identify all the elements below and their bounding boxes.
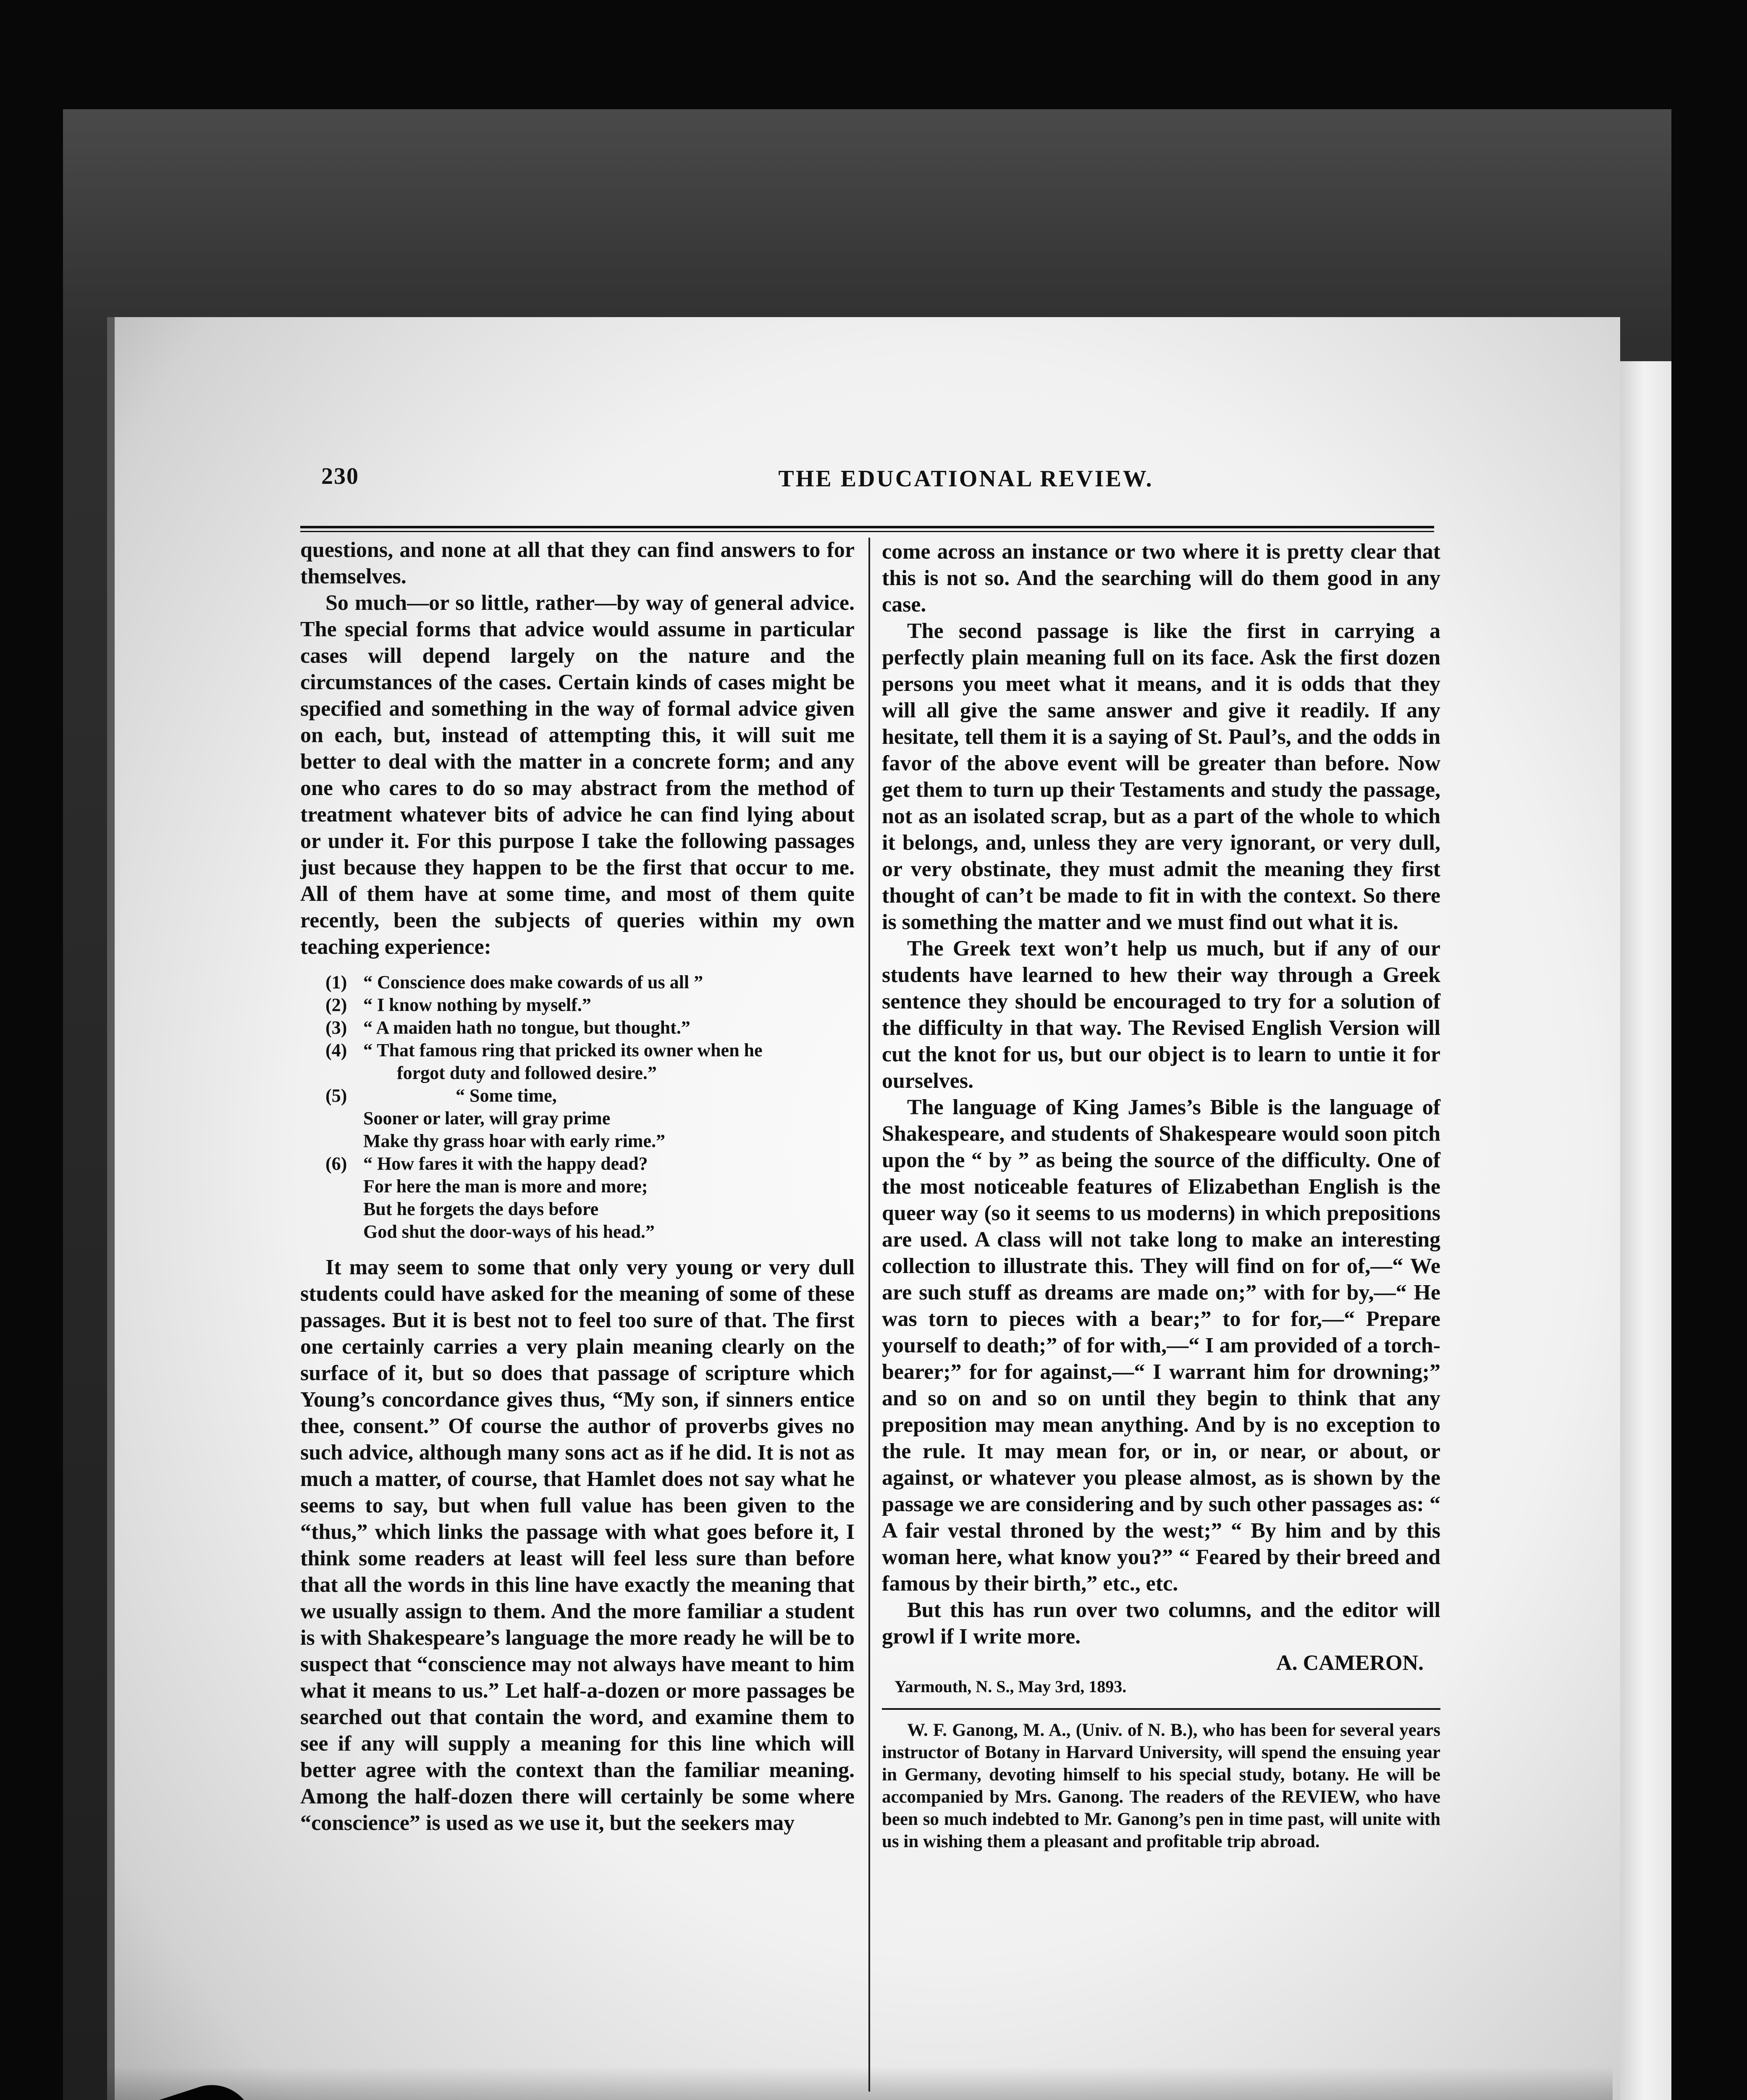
- paragraph-continuation: come across an instance or two where it is pretty clear that this is not so. And the searching will do them good in any case.: [882, 540, 1440, 617]
- paragraph-first-passage: It may seem to some that only very young or very dull students could have asked for the meaning of some of these passages. But it is best not to feel too sure of that. The first one certainly carries a very plain meaning clearly on the surface of it, but so does that passage of scripture which Young’s concordance gives thus, “My son, if sinners entice thee, consent.” Of course the author of proverbs gives no such advice, although many sons act as if he did. It is not as much a matter, of course, that Hamlet does not say what he seems to say, but when full value has been given to the “thus,” which links the passage with what goes before it, I think some readers at least will feel less sure than before that all the words in this line have exactly the meaning that we usually assign to them. And the more familiar a student is with Shakespeare’s language the more ready he will be to suspect that “conscience may not always have meant to him what it means to us.” Let half-a-dozen or more passages be searched out that contain the word, and examine them to see if any will supply a meaning for this line which will better agree with the context than the familiar meaning. Among the half-dozen there will certainly be some where “conscience” is used as we use it, but the seekers may: [300, 1255, 855, 1835]
- paragraph-second-passage: The second passage is like the first in carrying a perfectly plain meaning full on its face. Ask the first dozen persons you meet what it means, and it is odds that they will all give the same answer and give it readily. If any hesitate, tell them it is a saying of St. Paul’s, and the odds in favor of the above event will be greater than before. Now get them to turn up their Testaments and study the passage, not as an isolated scrap, but as a part of the whole to which it belongs, and, unless they are very ignorant, or very dull, or very obstinate, they must admit the meaning they first thought of can’t be made to fit in with the context. So there is something the matter and we must find out what it is.: [882, 619, 1440, 934]
- paragraph-greek-text: The Greek text won’t help us much, but if any of our students have learned to hew their way through a Greek sentence they should be encouraged to try for a solution of the difficulty in that way. The Revised English Version will cut the knot for us, but our object is to learn to untie it for ourselves.: [882, 937, 1440, 1093]
- left-column: [300, 537, 855, 1836]
- column-divider: [868, 538, 870, 2092]
- quote-item: (5) “ Some time, Sooner or later, will gray prime Make thy grass hoar with early rime.”: [325, 1085, 665, 1151]
- header-rule: [300, 526, 1434, 532]
- page-bottom-shadow: [107, 2066, 1613, 2100]
- quote-item: (2) “ I know nothing by myself.”: [325, 995, 591, 1015]
- journal-title: THE EDUCATIONAL REVIEW.: [778, 466, 1154, 492]
- quote-item: (4) “ That famous ring that pricked its owner when he forgot duty and followed desire.”: [325, 1040, 763, 1083]
- quote-item: (3) “ A maiden hath no tongue, but thought.”: [325, 1017, 690, 1038]
- article-dateline: Yarmouth, N. S., May 3rd, 1893.: [894, 1677, 1127, 1696]
- quote-item: (6) “ How fares it with the happy dead? For here the man is more and more; But he forgets the days before God shut the door-ways of his head.”: [325, 1153, 655, 1242]
- right-column: [882, 538, 1440, 1853]
- author-signature: A. CAMERON.: [1276, 1651, 1424, 1675]
- author-signature-line: [882, 1650, 1440, 1676]
- notice-rule: [882, 1708, 1440, 1710]
- paragraph-continuation: questions, and none at all that they can find answers to for themselves.: [300, 538, 855, 588]
- facing-page-edge: [1617, 361, 1671, 2100]
- ganong-notice: W. F. Ganong, M. A., (Univ. of N. B.), who has been for several years instructor of Botany in Harvard University, will spend the ensuing year in Germany, devoting himself to his special study, botany. He will be accompanied by Mrs. Ganong. The readers of the REVIEW, who have been so much indebted to Mr. Ganong’s pen in time past, will unite with us in wishing them a pleasant and profitable trip abroad.: [882, 1720, 1440, 1851]
- paragraph-closing: But this has run over two columns, and the editor will growl if I write more.: [882, 1598, 1440, 1648]
- paragraph-king-james-language: The language of King James’s Bible is the language of Shakespeare, and students of Shakespeare would soon pitch upon the “ by ” as being the source of the difficulty. One of the most noticeable features of Elizabethan English is the queer way (so it seems to us moderns) in which prepositions are used. A class will not take long to make an interesting collection to illustrate this. They will find on for of,—“ We are such stuff as dreams are made on;” with for by,—“ He was torn to pieces with a bear;” to for for,—“ Prepare yourself to death;” of for with,—“ I am provided of a torch-bearer;” for for against,—“ I warrant him for drowning;” and so on and so on until they begin to think that any preposition may mean anything. And by is no exception to the rule. It may mean for, or in, or near, or about, or against, or whatever you please almost, as is shown by the passage we are considering and by such other passages as: “ A fair vestal throned by the west;” “ By him and by this woman here, what know you?” “ Feared by their breed and famous by their birth,” etc., etc.: [882, 1095, 1440, 1596]
- paragraph-general-advice: So much—or so little, rather—by way of general advice. The special forms that advice would assume in particular cases will depend largely on the nature and the circumstances of the cases. Certain kinds of cases might be specified and something in the way of formal advice given on each, but, instead of attempting this, it will suit me better to deal with the matter in a concrete form; and any one who cares to do so may abstract from the method of treatment whatever bits of advice he can find lying about or under it. For this purpose I take the following passages just because they happen to be the first that occur to me. All of them have at some time, and most of them quite recently, been the subjects of queries within my own teaching experience:: [300, 591, 855, 959]
- quote-item: (1) “ Conscience does make cowards of us all ”: [325, 972, 703, 992]
- quoted-passages-list: [325, 971, 855, 1243]
- page-number: 230: [321, 463, 359, 489]
